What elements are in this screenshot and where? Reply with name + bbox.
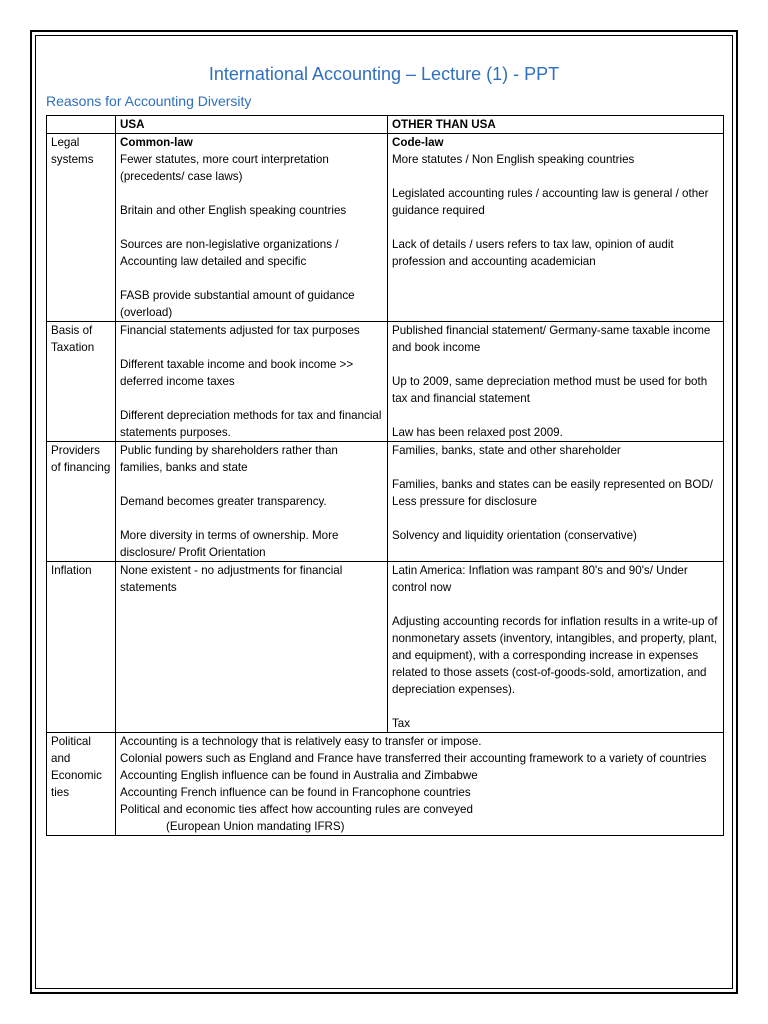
table-row-providers-of-financing [47, 442, 724, 562]
legal-other-point-1: More statutes / Non English speaking countries [392, 153, 635, 166]
political-line-3: Accounting English influence can be found in Australia and Zimbabwe [120, 769, 478, 782]
row-label-legal-systems: Legal systems [47, 134, 116, 322]
taxation-usa-point-3: Different depreciation methods for tax and financial statements purposes. [120, 409, 382, 439]
cell-taxation-other [388, 322, 724, 442]
taxation-usa-point-2: Different taxable income and book income >> deferred income taxes [120, 358, 354, 388]
cell-financing-other [388, 442, 724, 562]
accounting-diversity-table [46, 115, 724, 836]
cell-taxation-usa [116, 322, 388, 442]
political-line-2: Colonial powers such as England and France have transferred their accounting framework to a variety of countries [120, 752, 707, 765]
legal-usa-point-4: FASB provide substantial amount of guidance (overload) [120, 289, 355, 319]
political-line-5: Political and economic ties affect how accounting rules are conveyed [120, 803, 473, 816]
financing-usa-point-1: Public funding by shareholders rather than families, banks and state [120, 444, 338, 474]
taxation-usa-point-1: Financial statements adjusted for tax purposes [120, 324, 360, 337]
row-label-inflation: Inflation [47, 562, 116, 733]
row-label-providers-of-financing: Providers of financing [47, 442, 116, 562]
legal-usa-heading: Common-law [120, 136, 193, 149]
inflation-other-point-1: Latin America: Inflation was rampant 80's and 90's/ Under control now [392, 564, 688, 594]
financing-usa-point-3: More diversity in terms of ownership. More disclosure/ Profit Orientation [120, 529, 339, 559]
financing-other-point-1: Families, banks, state and other shareholder [392, 444, 621, 457]
cell-legal-other [388, 134, 724, 322]
cell-financing-usa [116, 442, 388, 562]
cell-inflation-other [388, 562, 724, 733]
political-line-4: Accounting French influence can be found in Francophone countries [120, 786, 471, 799]
taxation-other-point-3: Law has been relaxed post 2009. [392, 426, 563, 439]
legal-usa-point-2: Britain and other English speaking countries [120, 204, 347, 217]
table-row-inflation [47, 562, 724, 733]
legal-other-point-2: Legislated accounting rules / accounting law is general / other guidance required [392, 187, 709, 217]
financing-other-point-2: Families, banks and states can be easily represented on BOD/ Less pressure for disclosure [392, 478, 713, 508]
header-other-than-usa: OTHER THAN USA [388, 116, 724, 134]
political-line-6: (European Union mandating IFRS) [166, 820, 345, 833]
political-line-1: Accounting is a technology that is relatively easy to transfer or impose. [120, 735, 482, 748]
legal-other-point-3: Lack of details / users refers to tax law, opinion of audit profession and accounting academician [392, 238, 674, 268]
inflation-other-point-3: Tax [392, 717, 411, 730]
header-usa: USA [116, 116, 388, 134]
financing-usa-point-2: Demand becomes greater transparency. [120, 495, 327, 508]
document-subtitle: Reasons for Accounting Diversity [46, 93, 252, 109]
document-title: International Accounting – Lecture (1) - PPT [208, 64, 560, 84]
financing-other-point-3: Solvency and liquidity orientation (conservative) [392, 529, 637, 542]
taxation-other-point-2: Up to 2009, same depreciation method must be used for both tax and financial statement [392, 375, 708, 405]
cell-inflation-usa [116, 562, 388, 733]
taxation-other-point-1: Published financial statement/ Germany-same taxable income and book income [392, 324, 711, 354]
header-blank [47, 116, 116, 134]
table-row-political-economic-ties [47, 733, 724, 836]
table-row-basis-of-taxation [47, 322, 724, 442]
cell-political-merged [116, 733, 724, 836]
legal-other-heading: Code-law [392, 136, 444, 149]
cell-legal-usa [116, 134, 388, 322]
row-label-basis-of-taxation: Basis of Taxation [47, 322, 116, 442]
legal-usa-point-1: Fewer statutes, more court interpretation (precedents/ case laws) [120, 153, 329, 183]
row-label-political-economic-ties: Political and Economic ties [47, 733, 116, 836]
legal-usa-point-3: Sources are non-legislative organizations / Accounting law detailed and specific [120, 238, 339, 268]
inflation-other-point-2: Adjusting accounting records for inflation results in a write-up of nonmonetary assets (inventory, intangibles, and property, plant, and equipment), with a corresponding increase in expenses related to those assets (cost-of-goods-sold, amortization, and depreciation expenses). [392, 615, 718, 696]
table-header-row [47, 116, 724, 134]
inflation-usa-point-1: None existent - no adjustments for financial statements [120, 564, 343, 594]
table-row-legal-systems [47, 134, 724, 322]
